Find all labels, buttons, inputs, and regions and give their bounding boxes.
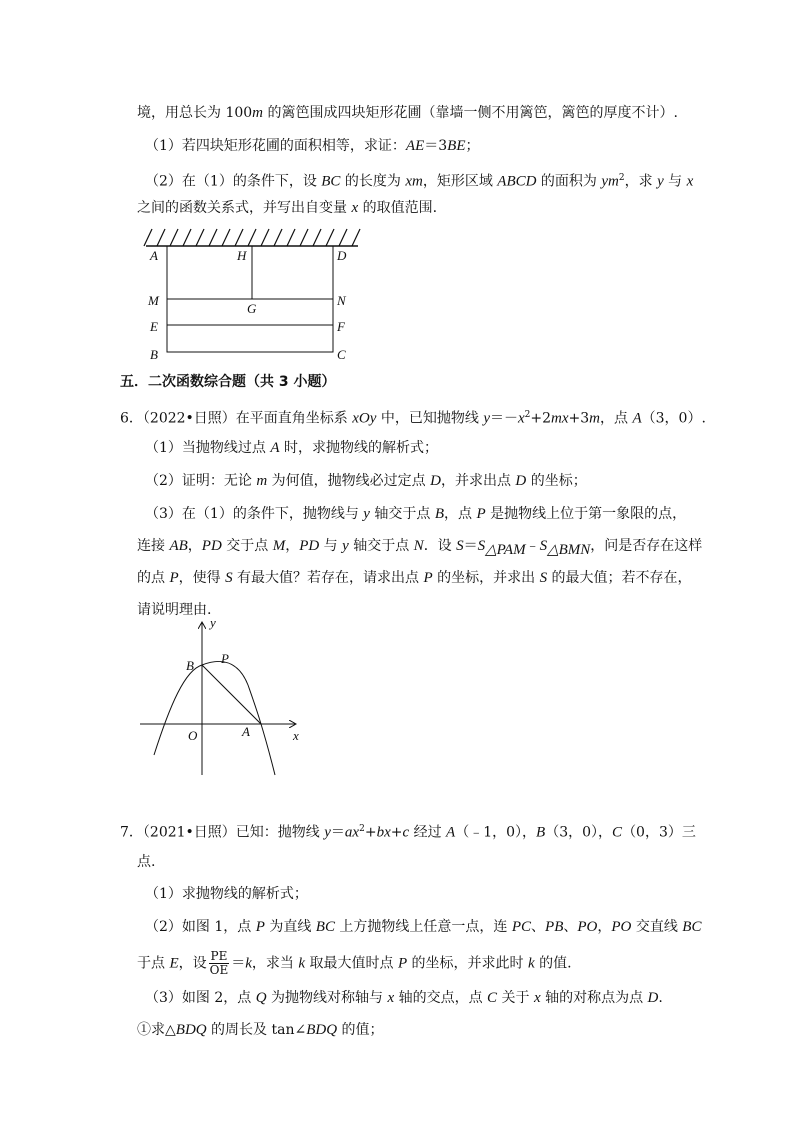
fraction-pe-oe: $\frac{PE}{OE}$ (209, 949, 229, 977)
q5-part2: （2）在（1）的条件下，设 BC 的长度为 xm，矩形区域 ABCD 的面积为 $ym^2$，求 y 与 x (145, 173, 694, 190)
q7-part3-sub1: ①求△BDQ 的周长及 tan∠BDQ 的值； (137, 1022, 384, 1038)
q7-part2: （2）如图 1，点 P 为直线 BC 上方抛物线上任意一点，连 PC、PB、PO，PO 交直线 BC (145, 919, 702, 935)
parabola-curve (154, 662, 275, 775)
q6-part3: （3）在（1）的条件下，抛物线与 y 轴交于点 B，点 P 是抛物线上位于第一象限的点， (145, 506, 687, 522)
label-f: F (337, 319, 345, 334)
q5-part2-line2: 之间的函数关系式，并写出自变量 x 的取值范围. (137, 200, 438, 216)
q6-part3-line4: 请说明理由. (137, 602, 212, 618)
label-c: C (337, 347, 346, 362)
q5-part1: （1）若四块矩形花圃的面积相等，求证：AE＝3BE； (145, 138, 480, 154)
label-x-axis: x (293, 728, 299, 743)
label-y-axis: y (210, 615, 216, 630)
q6-part2: （2）证明：无论 m 为何值，抛物线必过定点 D，并求出点 D 的坐标； (145, 473, 587, 489)
q6-part3-line2: 连接 AB，PD 交于点 M，PD 与 y 轴交于点 N．设 $S=S_{\triangle PAM}﹣S_{\triangle BMN}$，问是否存在这样 (137, 538, 703, 558)
label-b-point: B (186, 658, 194, 673)
segment-ab (202, 665, 261, 724)
q6-part1: （1）当抛物线过点 A 时，求抛物线的解析式； (145, 440, 438, 456)
q7-stem: 7．（2021•日照）已知：抛物线 $y=ax^2+bx+c$ 经过 A（﹣1，0），B（3，0），C（0，3）三 (120, 824, 696, 841)
wall-hatching (144, 229, 360, 246)
label-b: B (150, 347, 158, 362)
q7-part2-line2: 于点 E，设 $\frac{PE}{OE}$ ＝k，求当 k 取最大值时点 P 的坐标，并求此时 k 的值. (137, 949, 572, 977)
q6-stem: 6．（2022•日照）在平面直角坐标系 xOy 中，已知抛物线 $y=-x^2+2mx+3m$，点 A（3，0）. (120, 410, 706, 427)
section-heading: 五．二次函数综合题（共 3 小题） (120, 374, 336, 390)
parabola-graph (130, 615, 310, 780)
label-g: G (247, 301, 257, 316)
label-a: A (150, 248, 158, 263)
label-e: E (150, 319, 158, 334)
q7-stem-line2: 点. (137, 854, 156, 870)
label-p-point: P (221, 651, 229, 666)
label-a-point: A (242, 724, 250, 739)
q7-part1: （1）求抛物线的解析式； (145, 886, 308, 902)
q7-part3: （3）如图 2，点 Q 为抛物线对称轴与 x 轴的交点，点 C 关于 x 轴的对称点为点 D. (145, 990, 663, 1006)
label-d: D (337, 248, 347, 263)
label-origin: O (188, 728, 198, 743)
q6-part3-line3: 的点 P，使得 S 有最大值？若存在，请求出点 P 的坐标，并求出 S 的最大值；若不存在， (137, 570, 692, 586)
label-m: M (148, 293, 159, 308)
label-n: N (337, 293, 346, 308)
q5-intro: 境，用总长为 100m 的篱笆围成四块矩形花圃（靠墙一侧不用篱笆，篱笆的厚度不计）. (137, 105, 678, 121)
label-h: H (237, 248, 247, 263)
garden-figure (140, 222, 370, 367)
